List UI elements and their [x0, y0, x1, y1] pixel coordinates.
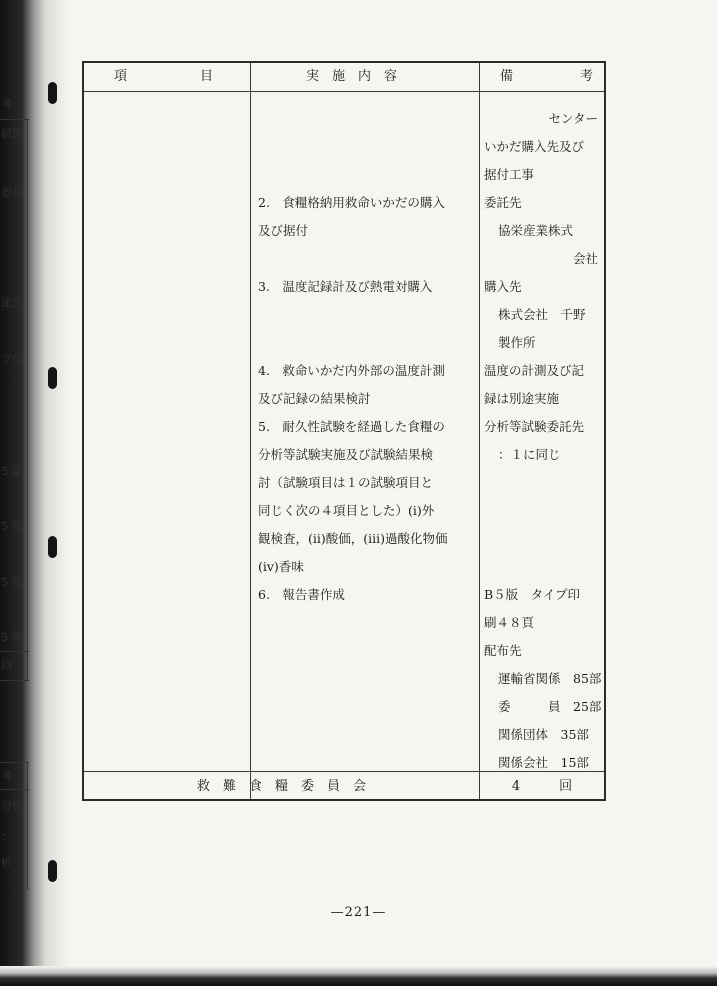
header-rule [84, 91, 604, 92]
remarks-line: センター [548, 111, 598, 126]
content-line: 2. 食糧格納用救命いかだの購入 [258, 195, 445, 210]
remarks-line: 関係団体 35部 [498, 727, 589, 742]
remarks-line: ：１に同じ [498, 447, 561, 462]
prev-fragment: 考 [1, 770, 12, 783]
remarks-line: 運輸省関係 85部 [498, 671, 602, 686]
content-line: 3. 温度記録計及び熱電対購入 [258, 279, 433, 294]
prev-fragment: 途実 [1, 296, 23, 309]
prev-fragment: 回 [1, 659, 12, 672]
prev-fragment: 試験 [1, 127, 23, 140]
remarks-line: 委 員 25部 [498, 699, 602, 714]
header-remarks-char: 備 [500, 69, 514, 84]
prev-fragment: 5 部 [1, 576, 23, 589]
prev-fragment: 考 [1, 98, 12, 111]
content-line: 同じく次の４項目とした）(i)外 [258, 503, 435, 518]
header-content: 実 施 内 容 [306, 69, 398, 84]
column-divider [250, 63, 251, 799]
content-line: 5. 耐久性試験を経過した食糧の [258, 419, 445, 434]
binding-hole [48, 536, 57, 558]
prev-rule [0, 680, 29, 681]
previous-page-edge [0, 0, 30, 986]
remarks-line: 協栄産業株式 [498, 223, 574, 238]
prev-fragment: 5 部 [1, 631, 23, 644]
remarks-line: 製作所 [498, 335, 536, 350]
header-item-char: 目 [200, 69, 214, 84]
content-line: 及び据付 [258, 223, 309, 238]
remarks-line: 据付工事 [484, 167, 535, 182]
content-line: (iv)香味 [258, 559, 304, 574]
remarks-line: 関係会社 15部 [498, 755, 589, 770]
prev-rule [0, 789, 29, 790]
prev-rule [27, 119, 28, 680]
page-number: —221— [330, 905, 387, 920]
header-item-char: 項 [114, 69, 128, 84]
column-divider [479, 63, 480, 799]
content-line: 討（試験項目は１の試験項目と [258, 475, 434, 490]
header-remarks-char: 考 [580, 69, 594, 84]
prev-fragment: 5 部 [1, 465, 23, 478]
content-line: 分析等試験実施及び試験結果検 [258, 447, 434, 462]
content-line: 6. 報告書作成 [258, 587, 345, 602]
remarks-line: B５版 タイプ印 [484, 587, 581, 602]
schedule-table [82, 61, 606, 801]
footer-meeting-count: 4 回 [511, 779, 573, 794]
prev-rule [0, 119, 29, 120]
prev-fragment: 5 部 [1, 520, 23, 533]
remarks-line: 分析等試験委託先 [484, 419, 585, 434]
remarks-line: 刷４８頁 [484, 615, 535, 630]
prev-fragment: 析 [1, 857, 12, 870]
content-line: 4. 救命いかだ内外部の温度計測 [258, 363, 445, 378]
remarks-line: 会社 [572, 251, 598, 266]
binding-hole [48, 860, 57, 882]
prev-rule [27, 762, 28, 890]
remarks-line: 委託先 [484, 195, 522, 210]
content-line: 及び記録の結果検討 [258, 391, 371, 406]
binding-hole [48, 82, 57, 104]
remarks-line: 配布先 [484, 643, 522, 658]
prev-rule [0, 762, 29, 763]
remarks-line: 株式会社 千野 [498, 307, 586, 322]
prev-fragment: 器具 [1, 186, 23, 199]
remarks-line: 録は別途実施 [484, 391, 560, 406]
prev-fragment: プ印 [1, 353, 23, 366]
remarks-line: 温度の計測及び記 [484, 363, 585, 378]
bottom-shadow [0, 966, 717, 986]
prev-rule [0, 651, 29, 652]
prev-fragment: ： [1, 830, 12, 843]
binding-hole [48, 367, 57, 389]
remarks-line: 購入先 [484, 279, 522, 294]
footer-committee: 救 難 食 糧 委 員 会 [196, 779, 366, 794]
prev-fragment: 分析 [1, 799, 23, 812]
content-line: 観検査，(ii)酸価，(iii)過酸化物価 [258, 531, 448, 546]
remarks-line: いかだ購入先及び [484, 139, 585, 154]
